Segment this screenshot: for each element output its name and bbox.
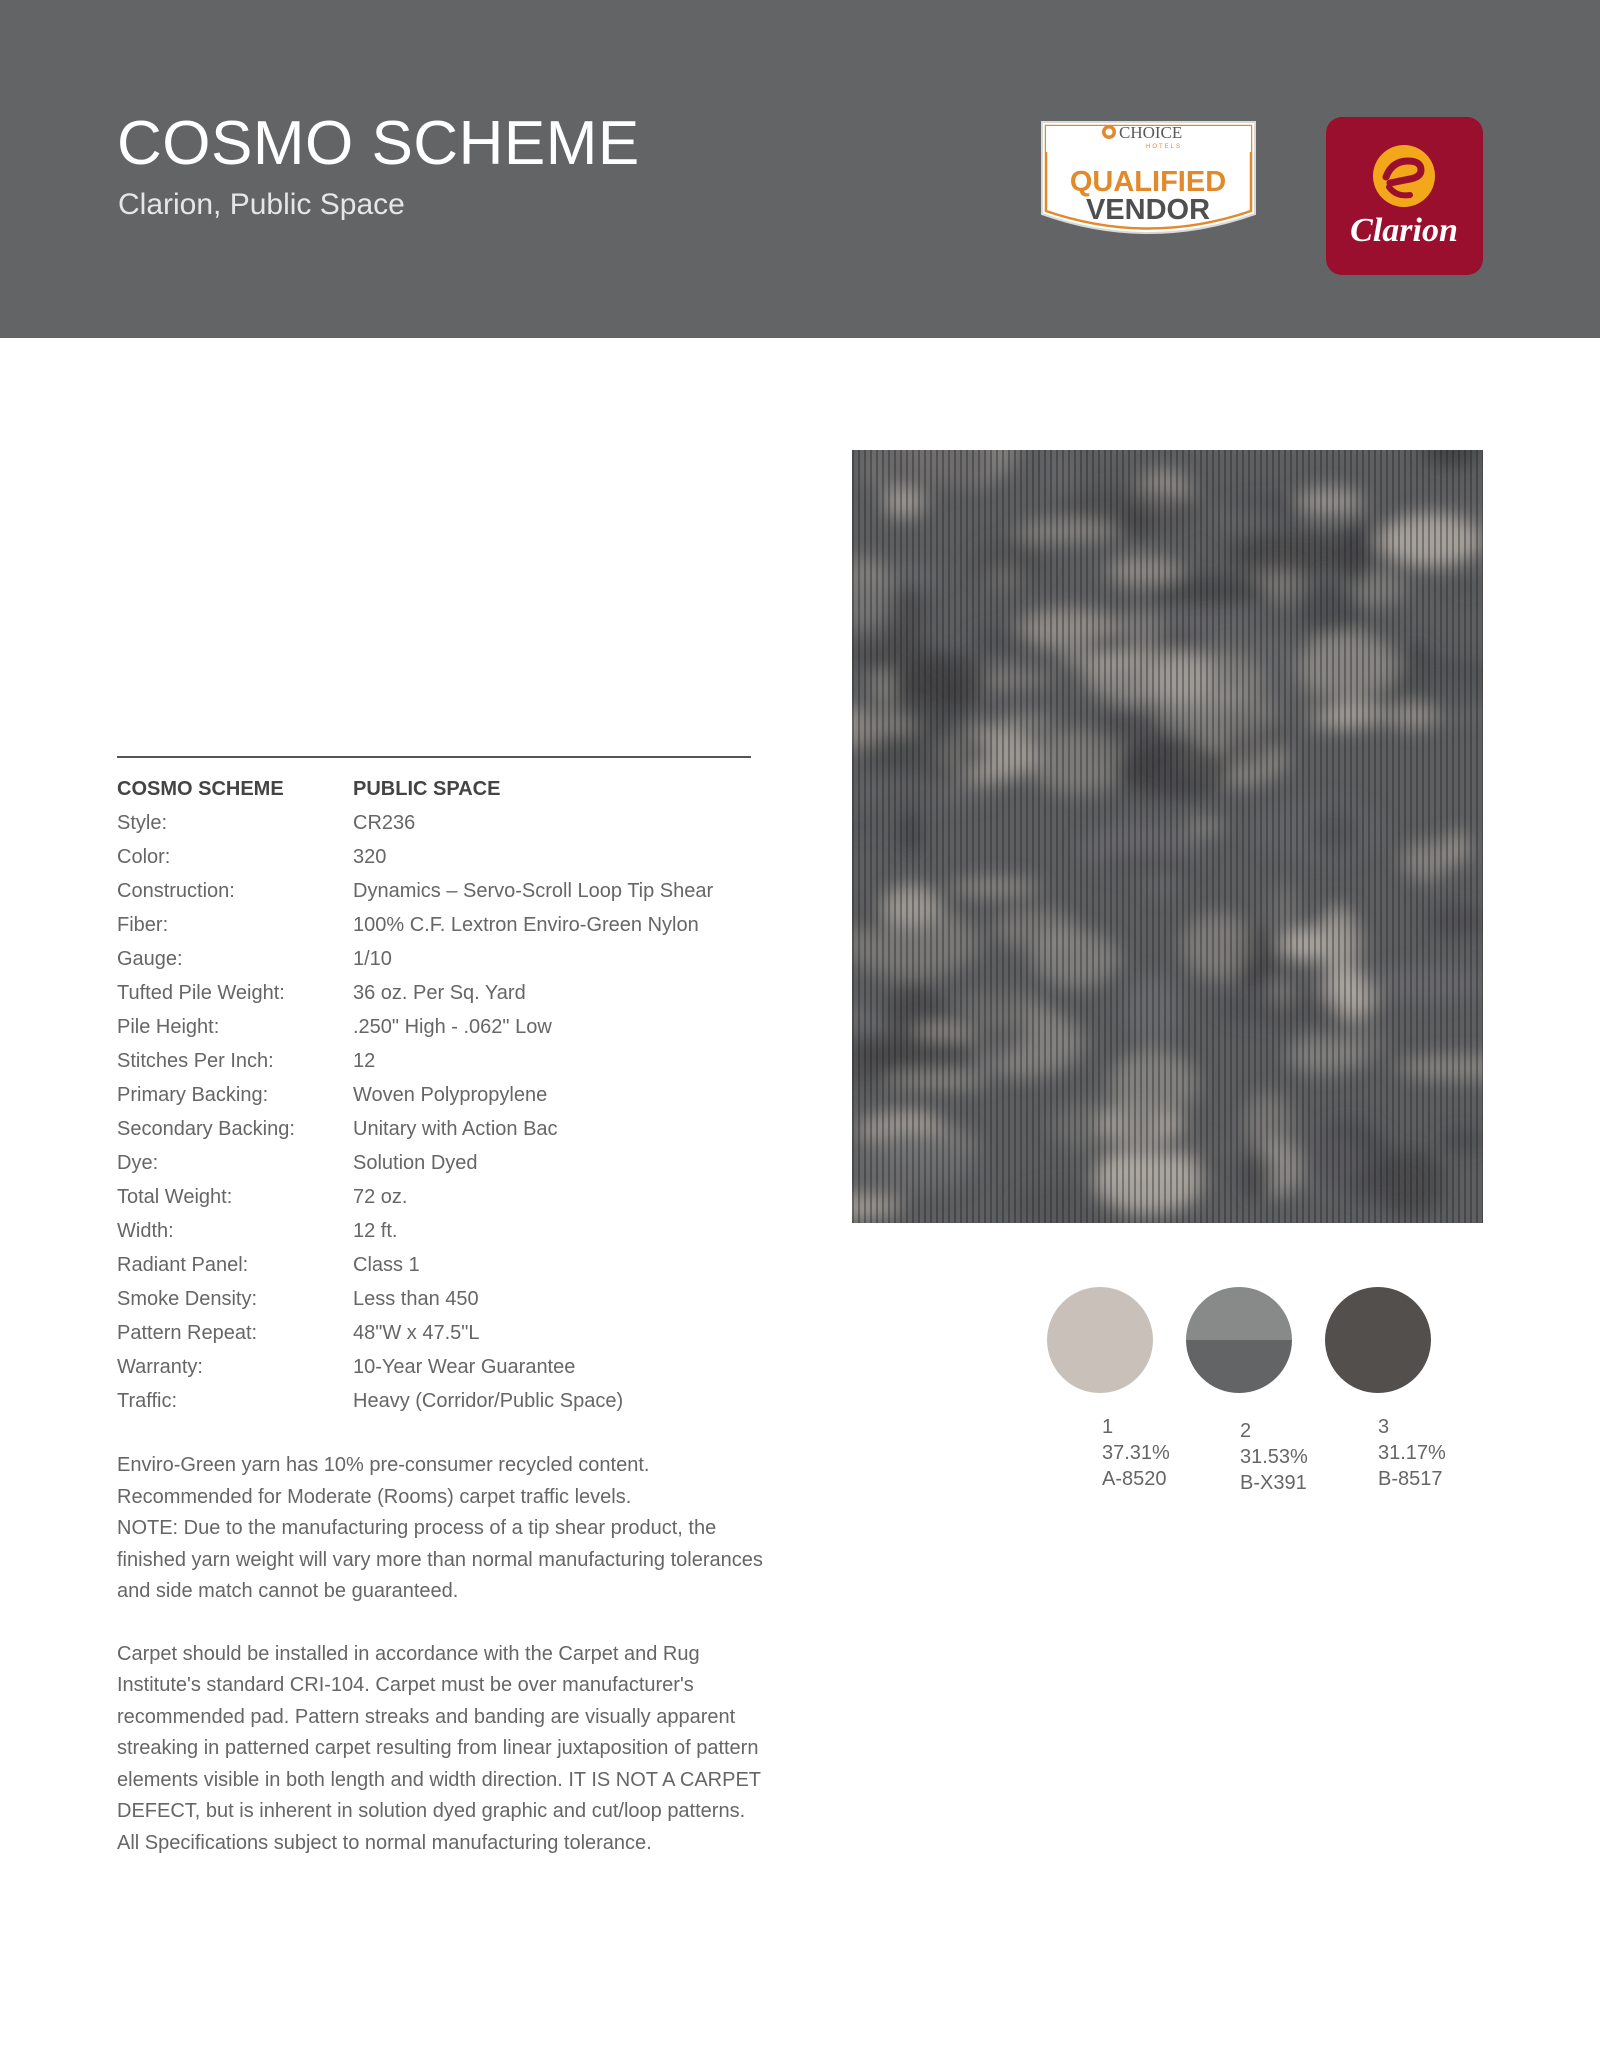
spec-value: 72 oz.: [353, 1185, 408, 1208]
color-code: B-X391: [1240, 1472, 1307, 1494]
note-line: elements visible in both length and width direction. IT IS NOT A CARPET: [117, 1768, 762, 1791]
choice-hotels-qualified-vendor-badge: [1036, 118, 1261, 244]
color-number: 2: [1240, 1420, 1252, 1442]
spec-label: Fiber:: [117, 913, 169, 936]
spec-value: 12 ft.: [353, 1219, 398, 1242]
spec-row: [117, 908, 797, 942]
spec-row: [117, 1282, 797, 1316]
notes: [117, 1450, 807, 1890]
spec-value: 100% C.F. Lextron Enviro-Green Nylon: [353, 913, 699, 936]
spec-row: [117, 1384, 797, 1418]
spec-value: 12: [353, 1049, 376, 1072]
note-line: and side match cannot be guaranteed.: [117, 1580, 459, 1602]
color-chip: [1047, 1287, 1153, 1393]
clarion-logo: [1326, 117, 1483, 275]
spec-row: [117, 1180, 797, 1214]
spec-heading-row: [117, 772, 797, 806]
spec-row: [117, 1010, 797, 1044]
spec-label: Color:: [117, 845, 171, 868]
spec-row: [117, 1214, 797, 1248]
spec-label: Width:: [117, 1219, 174, 1242]
spec-table: [117, 772, 797, 1418]
spec-label: Primary Backing:: [117, 1083, 269, 1106]
color-percent: 31.17%: [1378, 1442, 1446, 1464]
note-line: Institute's standard CRI-104. Carpet must be over manufacturer's: [117, 1674, 694, 1696]
spec-value: 10-Year Wear Guarantee: [353, 1355, 576, 1378]
spec-heading-label: COSMO SCHEME: [117, 777, 284, 800]
spec-label: Traffic:: [117, 1389, 178, 1412]
note-paragraph-2: [117, 1639, 807, 1860]
spec-value: 36 oz. Per Sq. Yard: [353, 981, 526, 1004]
spec-value: .250" High - .062" Low: [353, 1015, 552, 1038]
color-code: A-8520: [1102, 1468, 1167, 1490]
spec-row: [117, 806, 797, 840]
spec-value: Solution Dyed: [353, 1151, 478, 1174]
choice-brand-text: CHOICE: [1119, 123, 1183, 142]
color-chip: [1186, 1287, 1292, 1393]
spec-heading-value: PUBLIC SPACE: [353, 777, 501, 800]
clarion-wordmark: Clarion: [1350, 212, 1458, 249]
note-line: DEFECT, but is inherent in solution dyed graphic and cut/loop patterns.: [117, 1800, 746, 1822]
page-subtitle: Clarion, Public Space: [118, 188, 405, 221]
note-line: Recommended for Moderate (Rooms) carpet traffic levels.: [117, 1485, 632, 1508]
spec-label: Tufted Pile Weight:: [117, 981, 285, 1004]
spec-row: [117, 1146, 797, 1180]
spec-label: Stitches Per Inch:: [117, 1049, 274, 1072]
note-line: NOTE: Due to the manufacturing process of a tip shear product, the: [117, 1517, 717, 1539]
carpet-swatch-image: [852, 450, 1483, 1223]
color-percent: 37.31%: [1102, 1442, 1170, 1464]
spec-value: Unitary with Action Bac: [353, 1117, 558, 1140]
badge-line-qualified: QUALIFIED: [1069, 166, 1227, 198]
spec-label: Pattern Repeat:: [117, 1321, 258, 1344]
color-percent: 31.53%: [1240, 1446, 1308, 1468]
note-line: Enviro-Green yarn has 10% pre-consumer recycled content.: [117, 1454, 650, 1476]
spec-row: [117, 874, 797, 908]
spec-value: Heavy (Corridor/Public Space): [353, 1389, 624, 1412]
spec-value: Less than 450: [353, 1287, 479, 1310]
spec-value: Class 1: [353, 1253, 420, 1276]
spec-label: Total Weight:: [117, 1185, 233, 1208]
note-line: Carpet should be installed in accordance with the Carpet and Rug: [117, 1642, 700, 1665]
spec-row: [117, 1316, 797, 1350]
note-line: All Specifications subject to normal manufacturing tolerance.: [117, 1831, 652, 1854]
color-code: B-8517: [1378, 1468, 1443, 1490]
spec-label: Construction:: [117, 879, 235, 902]
spec-value: CR236: [353, 811, 416, 834]
spec-value: 320: [353, 845, 387, 868]
note-line: streaking in patterned carpet resulting from linear juxtaposition of pattern: [117, 1737, 759, 1759]
spec-row: [117, 1044, 797, 1078]
color-chip: [1325, 1287, 1431, 1393]
spec-label: Warranty:: [117, 1355, 203, 1378]
spec-row: [117, 942, 797, 976]
spec-value: 1/10: [353, 947, 392, 970]
color-number: 3: [1378, 1416, 1390, 1438]
spec-value: 48"W x 47.5"L: [353, 1321, 480, 1344]
color-info: [1240, 1418, 1308, 1496]
color-info: [1378, 1414, 1446, 1492]
color-info: [1102, 1414, 1170, 1492]
spec-label: Style:: [117, 811, 168, 834]
spec-value: Woven Polypropylene: [353, 1083, 548, 1106]
note-paragraph-1: [117, 1450, 807, 1608]
spec-row: [117, 1248, 797, 1282]
spec-label: Secondary Backing:: [117, 1117, 295, 1140]
spec-label: Smoke Density:: [117, 1287, 258, 1310]
spec-label: Radiant Panel:: [117, 1253, 249, 1276]
spec-label: Dye:: [117, 1151, 159, 1174]
spec-label: Gauge:: [117, 947, 183, 970]
spec-divider: [117, 756, 751, 758]
note-line: finished yarn weight will vary more than normal manufacturing tolerances: [117, 1548, 763, 1571]
spec-row: [117, 1350, 797, 1384]
note-line: recommended pad. Pattern streaks and banding are visually apparent: [117, 1705, 736, 1728]
spec-label: Pile Height:: [117, 1015, 220, 1038]
page-title: COSMO SCHEME: [117, 109, 640, 178]
badge-line-vendor: VENDOR: [1085, 194, 1211, 226]
spec-value: Dynamics – Servo-Scroll Loop Tip Shear: [353, 879, 714, 902]
spec-row: [117, 976, 797, 1010]
color-number: 1: [1102, 1416, 1114, 1438]
choice-brand-sub-text: HOTELS: [1146, 144, 1183, 150]
header-band: [0, 0, 1600, 338]
spec-row: [117, 1112, 797, 1146]
spec-row: [117, 840, 797, 874]
spec-row: [117, 1078, 797, 1112]
spec-rows: [117, 806, 797, 1418]
